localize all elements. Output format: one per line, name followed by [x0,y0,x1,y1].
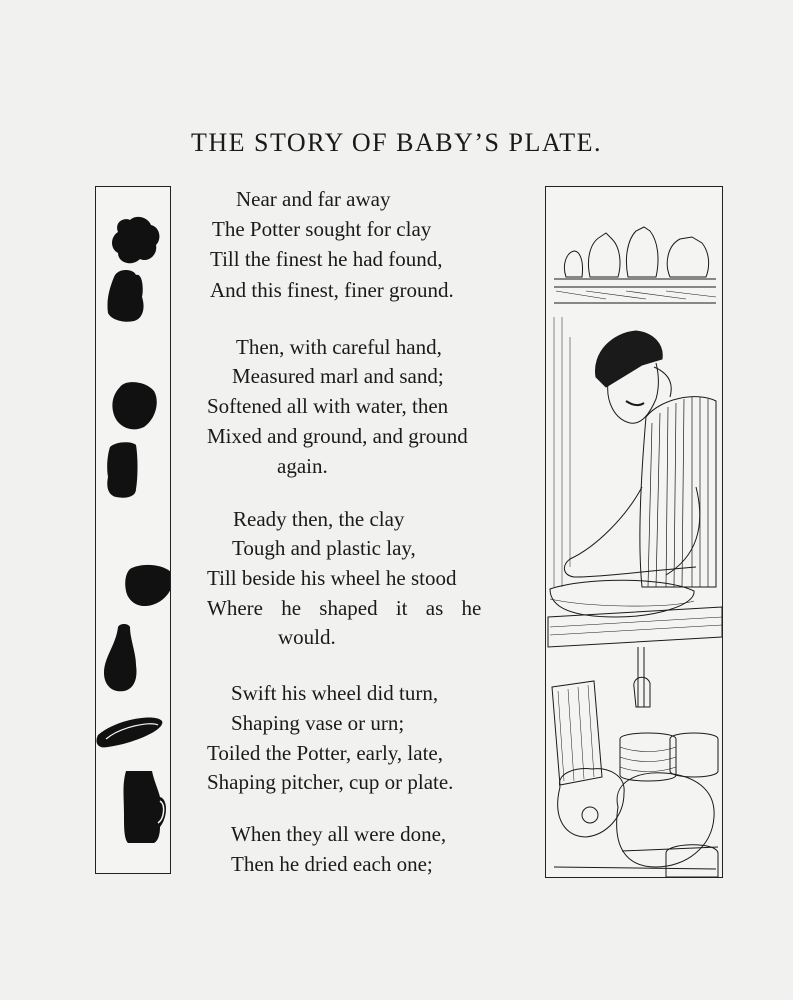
poem-line: Till beside his wheel he stood [207,566,457,590]
poem-line: And this finest, finer ground. [210,278,454,302]
poem-line: Softened all with water, then [207,394,449,418]
poem-line: Till the finest he had found, [210,247,443,271]
potter-cap [595,331,662,387]
poem-line: Shaping vase or urn; [231,711,405,735]
poem-line: would. [278,625,336,649]
poem-line: Ready then, the clay [233,507,405,531]
shelf [554,279,716,303]
potters-wheel [550,580,694,617]
poem-line: Then, with careful hand, [236,335,442,359]
page-title: THE STORY OF BABY’S PLATE. [191,128,602,157]
poem-line: The Potter sought for clay [212,217,432,241]
poem-line: Shaping pitcher, cup or plate. [207,770,454,794]
poem-line: Tough and plastic lay, [232,536,416,560]
potter-at-wheel-illustration [545,186,723,878]
poem-line: Mixed and ground, and ground [207,424,468,448]
poem-line: Where he shaped it as he [207,596,482,620]
poem-line: Toiled the Potter, early, late, [207,741,443,765]
poem-line: Measured marl and sand; [232,364,444,388]
poem-line: Then he dried each one; [231,852,433,876]
poem-line: again. [277,454,328,478]
poem-line: Near and far away [236,187,391,211]
potter-body [640,397,716,587]
poem-line: When they all were done, [231,822,447,846]
poem-line: Swift his wheel did turn, [231,681,439,705]
